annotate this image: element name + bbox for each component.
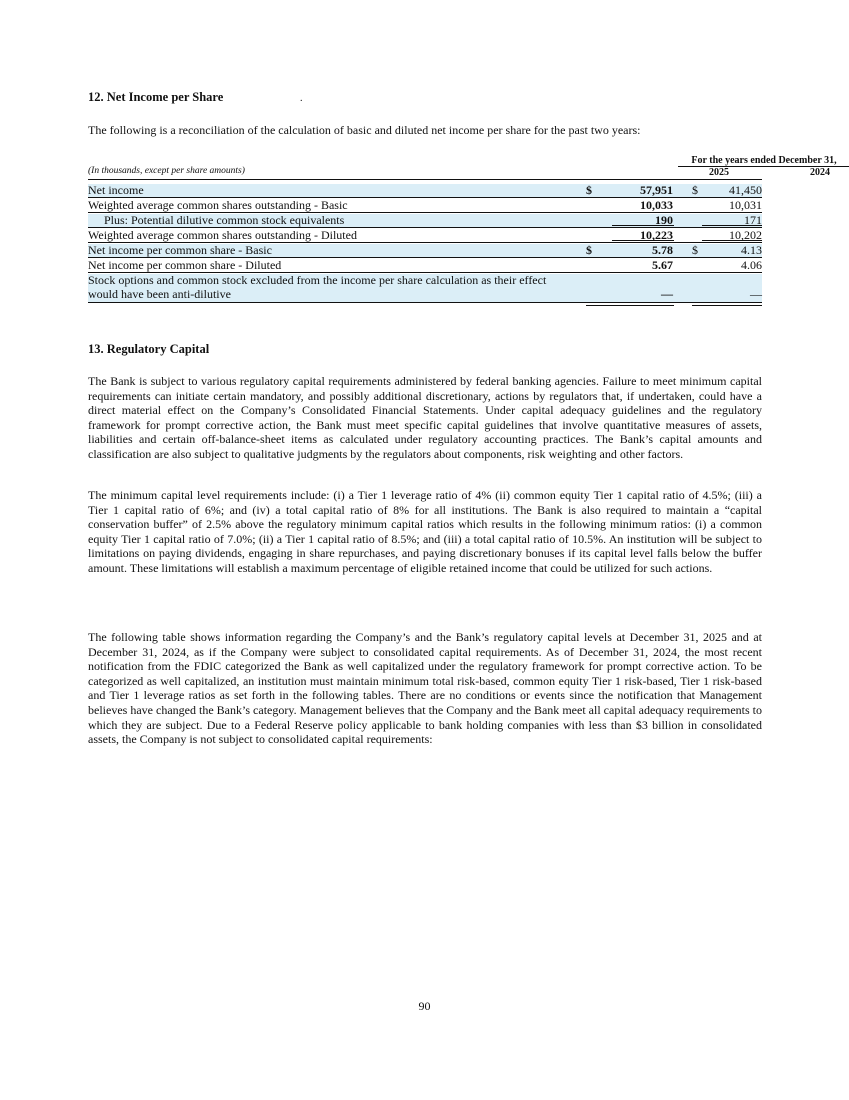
value-2024: 4.06 (741, 258, 762, 272)
regulatory-capital-paragraph-1: The Bank is subject to various regulatory capital requirements administered by federal banking agencies. Failure to meet minimum capital requirements can initiate certain mandatory, and possibly additional discretionary, actions by regulators that, if undertaken, could have a direct material effect on the Company’s Consolidated Financial Statements. Under capital adequacy guidelines and the regulatory framework for prompt corrective action, the Bank must meet specific capital guidelines that involve quantitative measures of assets, liabilities and certain off-balance-sheet items as calculated under regulatory accounting practices. The Bank’s capital amounts and classification are also subject to qualitative judgments by the regulators about components, risk weighting and other factors. (88, 374, 762, 461)
currency-symbol: $ (586, 243, 592, 257)
currency-symbol: $ (692, 243, 698, 257)
row-label: Net income (88, 183, 144, 197)
table-row-dilutive-equivalents (88, 214, 762, 228)
section-12-intro: The following is a reconciliation of the calculation of basic and diluted net income per share for the past two years: (88, 123, 641, 137)
value-2025: 10,033 (640, 198, 673, 212)
page-number: 90 (418, 999, 431, 1013)
table-row-eps-basic (88, 244, 762, 258)
regulatory-capital-paragraph-2: The minimum capital level requirements include: (i) a Tier 1 leverage ratio of 4% (ii) common equity Tier 1 capital ratio of 4.5%; (iii) a Tier 1 capital ratio of 6%; and (iv) a total capital ratio of 8% for all institutions. The Bank is also required to maintain a “capital conservation buffer” of 2.5% above the regulatory minimum capital ratios which results in the following minimum ratios: (i) a common equity Tier 1 capital ratio of 7.0%; (ii) a Tier 1 capital ratio of 8.5%; and (iii) a total capital ratio of 10.5%. An institution will be subject to limitations on paying dividends, engaging in share repurchases, and paying discretionary bonuses if its capital level falls below the buffer amount. These limitations will establish a maximum percentage of eligible retained income that could be utilized for such actions. (88, 488, 762, 575)
value-2024: 10,031 (729, 198, 762, 212)
value-2025: 5.67 (652, 258, 673, 272)
value-2025: 190 (655, 213, 673, 227)
regulatory-capital-paragraph-3: The following table shows information regarding the Company’s and the Bank’s regulatory capital levels at December 31, 2025 and at December 31, 2024, as if the Company were subject to consolidated capital requirements. As of December 31, 2024, the most recent notification from the FDIC categorized the Bank as well capitalized under the regulatory framework for prompt corrective action. To be categorized as well capitalized, an institution must maintain minimum total risk-based, common equity Tier 1 risk-based, Tier 1 risk-based and Tier 1 leverage ratios as set forth in the following tables. There are no conditions or events since the notification that Management believes have changed the Bank’s category. Management believes that the Company and the Bank meet all capital adequacy requirements to which they are subject. Due to a Federal Reserve policy applicable to bank holding companies with less than $3 billion in consolidated assets, the Company is not subject to consolidated capital requirements: (88, 630, 762, 747)
column-header-2024: 2024 (810, 167, 830, 178)
subtotal-rule (612, 225, 674, 226)
value-2024: 171 (744, 213, 762, 227)
row-label: Net income per common share - Basic (88, 243, 272, 257)
value-2024: 41,450 (729, 183, 762, 197)
currency-symbol: $ (586, 183, 592, 197)
table-header-row (88, 166, 830, 180)
column-header-2025: 2025 (709, 167, 729, 178)
row-label: Stock options and common stock excluded from the income per share calculation as their effect would have been anti-dilutive (88, 273, 547, 301)
row-label: Plus: Potential dilutive common stock equivalents (104, 213, 345, 227)
value-2025: — (661, 287, 673, 301)
section-12-heading: 12. Net Income per Share (88, 90, 224, 104)
double-rule (692, 305, 762, 306)
currency-symbol: $ (692, 183, 698, 197)
double-rule (586, 305, 674, 306)
row-label: Weighted average common shares outstanding - Basic (88, 198, 348, 212)
table-row-net-income (88, 184, 762, 198)
value-2024: 4.13 (741, 243, 762, 257)
total-rule (612, 240, 674, 241)
value-2025: 5.78 (652, 243, 673, 257)
table-caption: (In thousands, except per share amounts) (88, 166, 245, 176)
section-13-heading: 13. Regulatory Capital (88, 342, 210, 356)
subtotal-rule (702, 225, 762, 226)
table-row-diluted-shares (88, 229, 762, 243)
row-label: Net income per common share - Diluted (88, 258, 282, 272)
value-2025: 10,223 (640, 228, 673, 242)
row-label: Weighted average common shares outstanding - Diluted (88, 228, 357, 242)
table-row-anti-dilutive (88, 274, 762, 303)
value-2024: — (750, 287, 762, 301)
stray-mark: . (300, 93, 303, 104)
value-2025: 57,951 (640, 183, 673, 197)
table-row-eps-diluted (88, 259, 762, 273)
value-2024: 10,202 (729, 228, 762, 242)
table-row-basic-shares (88, 199, 762, 213)
table-period-header: For the years ended December 31, (678, 155, 849, 167)
total-rule (702, 240, 762, 241)
